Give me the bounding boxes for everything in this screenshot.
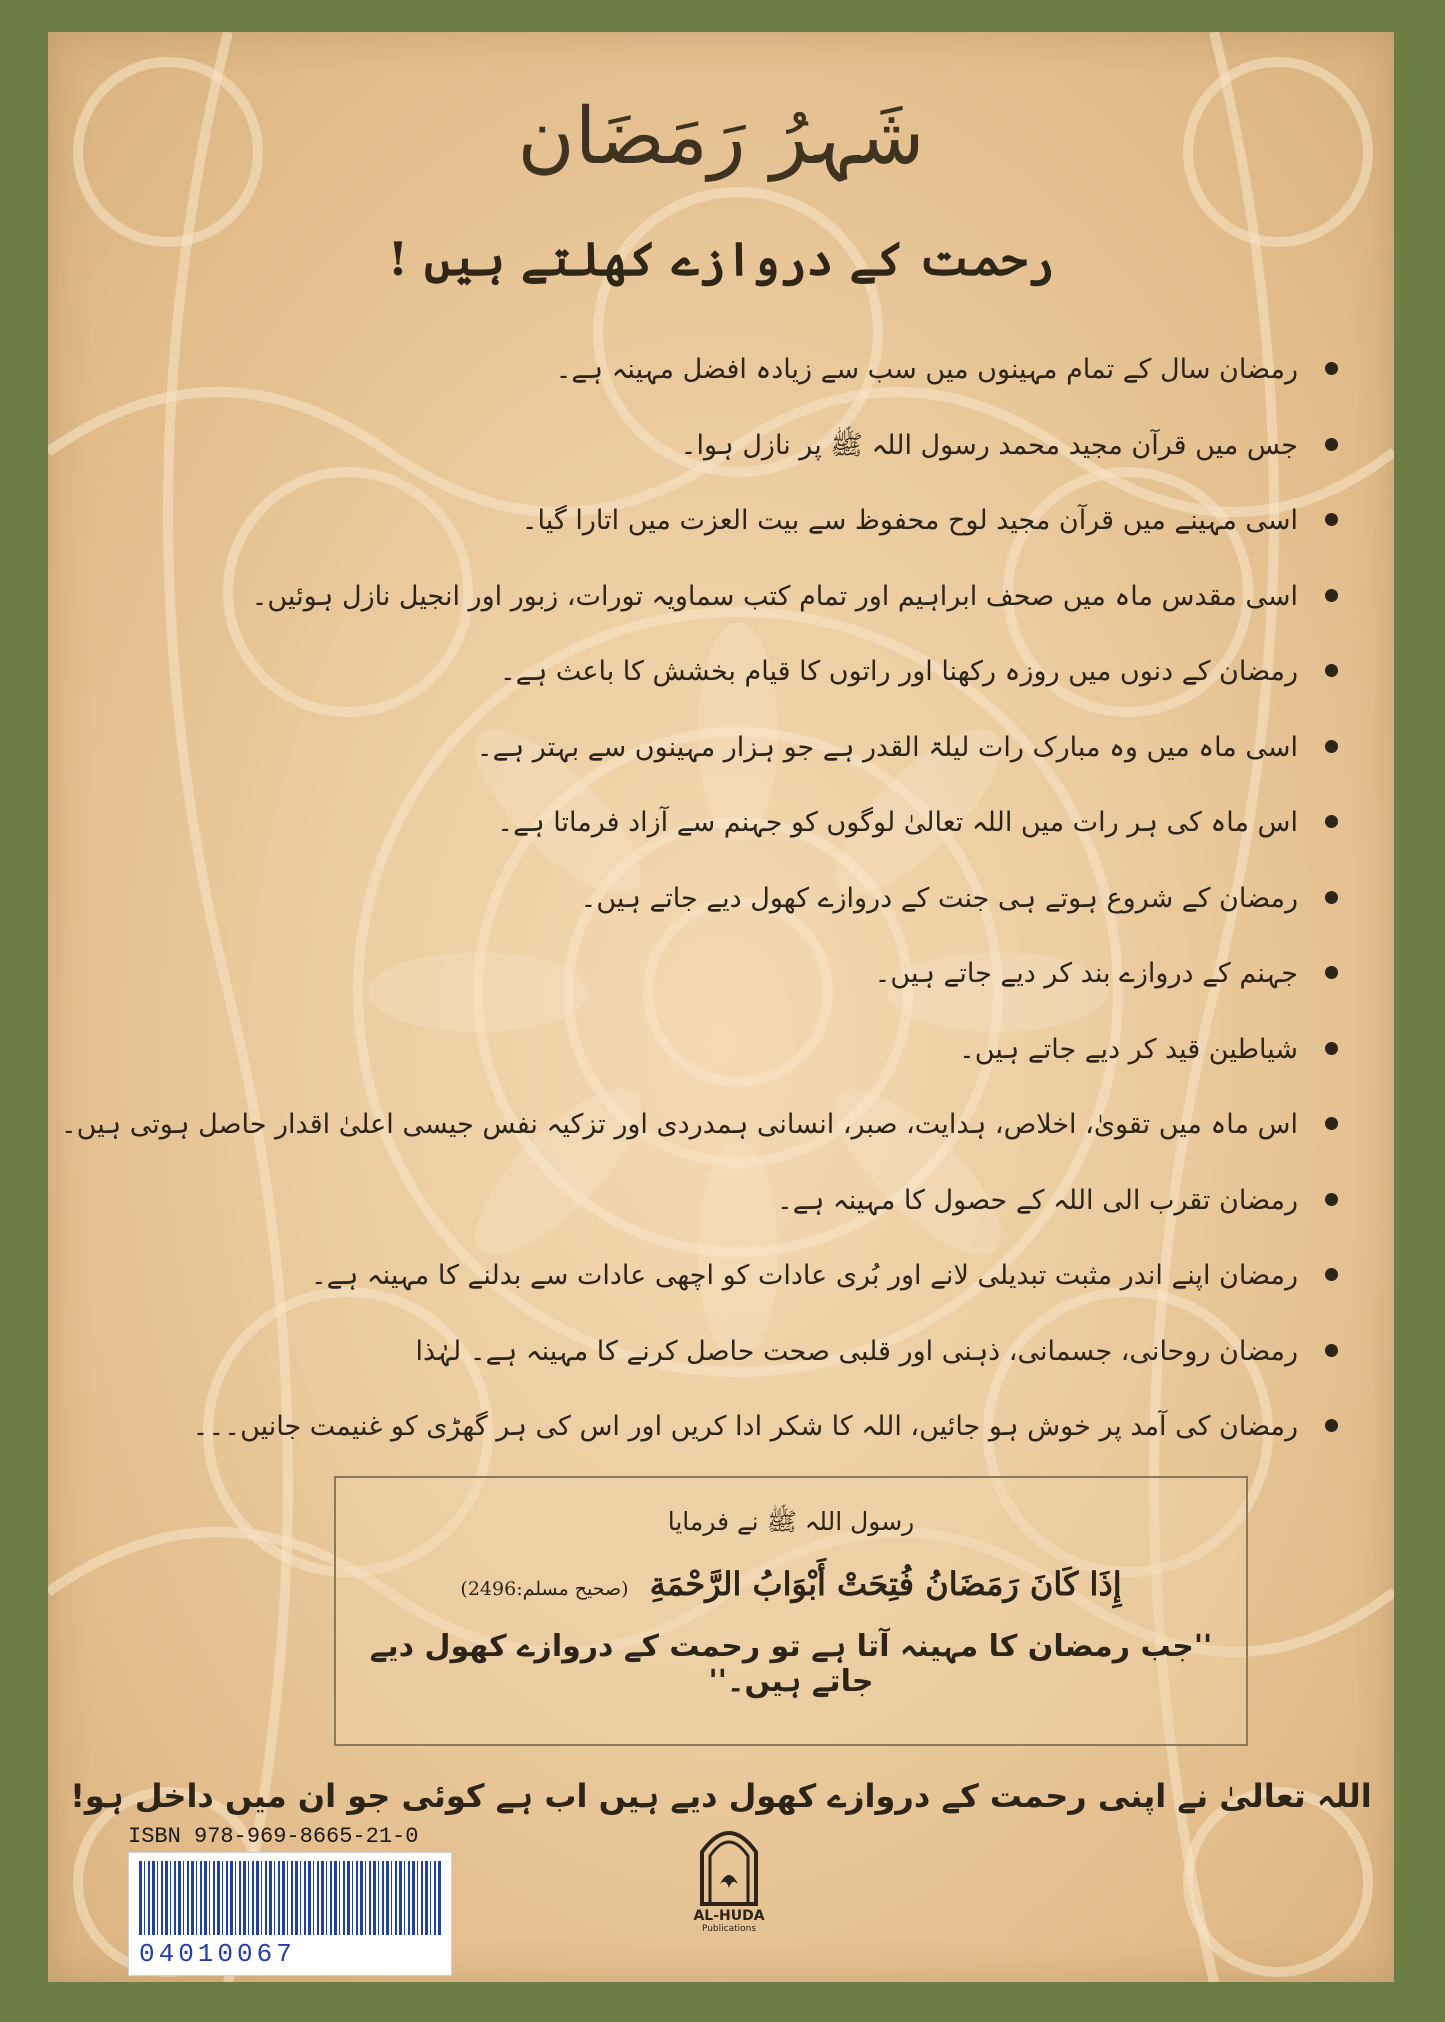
- isbn-block: [128, 1822, 452, 1976]
- closing-statement: اللہ تعالیٰ نے اپنی رحمت کے دروازے کھول دیے ہیں اب ہے کوئی جو ان میں داخل ہو!: [70, 1777, 1372, 1815]
- list-item-text: رمضان کے شروع ہوتے ہی جنت کے دروازے کھول دیے جاتے ہیں۔: [580, 882, 1298, 914]
- list-item: [278, 710, 1338, 786]
- barcode-icon: [139, 1861, 441, 1935]
- hadith-reference: (صحیح مسلم:2496): [460, 1578, 629, 1600]
- bullet-icon: [1325, 1268, 1338, 1281]
- list-item: [251, 559, 1338, 635]
- list-item-text: اس ماہ کی ہر رات میں اللہ تعالیٰ لوگوں کو جہنم سے آزاد فرماتا ہے۔: [497, 807, 1298, 838]
- publisher-logo: [684, 1822, 774, 1934]
- list-item: [278, 936, 1338, 1012]
- book-subtitle: رحمت کے دروازے کھلتے ہیں !: [387, 232, 1055, 286]
- list-item-text: رمضان کی آمد پر خوش ہو جائیں، اللہ کا شکر ادا کریں اور اس کی ہر گھڑی کو غنیمت جانیں۔۔۔: [192, 1411, 1298, 1442]
- list-item-text: رمضان تقرب الی اللہ کے حصول کا مہینہ ہے۔: [776, 1184, 1298, 1216]
- list-item-text: اس ماہ میں تقویٰ، اخلاص، ہدایت، صبر، انسانی ہمدردی اور تزکیہ نفس جیسی اعلیٰ اقدار حاصل ہوتی ہیں۔: [60, 1109, 1298, 1140]
- list-item-text: جس میں قرآن مجید محمد رسول اللہ ﷺ پر نازل ہوا۔: [680, 429, 1298, 461]
- list-item: [278, 332, 1338, 408]
- hadith-intro: رسول اللہ ﷺ نے فرمایا: [667, 1507, 915, 1536]
- bullet-icon: [1325, 1042, 1338, 1055]
- mosque-logo-icon: [694, 1822, 764, 1906]
- publisher-sub: Publications: [701, 1924, 757, 1934]
- list-item: [60, 1087, 1338, 1163]
- bullet-icon: [1325, 513, 1338, 526]
- book-back-cover: [48, 32, 1394, 1982]
- list-item: [278, 408, 1338, 484]
- isbn-label: ISBN 978-969-8665-21-0: [128, 1824, 419, 1849]
- list-item-text: رمضان اپنے اندر مثبت تبدیلی لانے اور بُری عادات کو اچھی عادات سے بدلنے کا مہینہ ہے۔: [310, 1260, 1298, 1291]
- list-item-text: جہنم کے دروازے بند کر دیے جاتے ہیں۔: [874, 958, 1298, 989]
- bullet-icon: [1325, 362, 1338, 375]
- hadith-arabic: [336, 1565, 1246, 1603]
- bullet-icon: [1325, 438, 1338, 451]
- list-item: [278, 1012, 1338, 1088]
- list-item-text: رمضان روحانی، جسمانی، ذہنی اور قلبی صحت حاصل کرنے کا مہینہ ہے۔ لہٰذا: [415, 1335, 1298, 1367]
- bullet-icon: [1325, 815, 1338, 828]
- barcode-sticker: [128, 1852, 452, 1976]
- list-item-text: رمضان سال کے تمام مہینوں میں سب سے زیادہ افضل مہینہ ہے۔: [555, 354, 1298, 385]
- bullet-icon: [1325, 1117, 1338, 1130]
- list-item: [278, 1314, 1338, 1390]
- list-item-text: اسی مہینے میں قرآن مجید لوح محفوظ سے بیت العزت میں اتارا گیا۔: [521, 505, 1298, 536]
- list-item: [278, 861, 1338, 937]
- bullet-icon: [1325, 664, 1338, 677]
- virtues-list: [60, 332, 1338, 1465]
- list-item: [278, 1163, 1338, 1239]
- bullet-icon: [1325, 891, 1338, 904]
- publisher-name: AL-HUDA: [693, 1908, 765, 1924]
- list-item-text: رمضان کے دنوں میں روزہ رکھنا اور راتوں کا قیام بخشش کا باعث ہے۔: [499, 656, 1298, 687]
- list-item: [278, 634, 1338, 710]
- list-item-text: اسی ماہ میں وہ مبارک رات لیلۃ القدر ہے جو ہزار مہینوں سے بہتر ہے۔: [476, 731, 1298, 763]
- bullet-icon: [1325, 589, 1338, 602]
- barcode-number: 04010067: [139, 1939, 296, 1969]
- bullet-icon: [1325, 966, 1338, 979]
- list-item-text: اسی مقدس ماہ میں صحف ابراہیم اور تمام کتب سماویہ تورات، زبور اور انجیل نازل ہوئیں۔: [251, 580, 1298, 612]
- book-title: شَہرُ رَمَضَان: [517, 92, 925, 182]
- list-item: [278, 785, 1338, 861]
- hadith-translation: ''جب رمضان کا مہینہ آتا ہے تو رحمت کے دروازے کھول دیے جاتے ہیں۔'': [369, 1629, 1213, 1699]
- hadith-box: [334, 1476, 1248, 1746]
- hadith-arabic-text: إِذَا كَانَ رَمَضَانُ فُتِحَتْ أَبْوَابُ الرَّحْمَةِ: [649, 1565, 1122, 1603]
- bullet-icon: [1325, 1419, 1338, 1432]
- bullet-icon: [1325, 1193, 1338, 1206]
- bullet-icon: [1325, 740, 1338, 753]
- list-item: [278, 483, 1338, 559]
- list-item-text: شیاطین قید کر دیے جاتے ہیں۔: [958, 1033, 1298, 1065]
- list-item: [278, 1238, 1338, 1314]
- bullet-icon: [1325, 1344, 1338, 1357]
- list-item: [192, 1389, 1338, 1465]
